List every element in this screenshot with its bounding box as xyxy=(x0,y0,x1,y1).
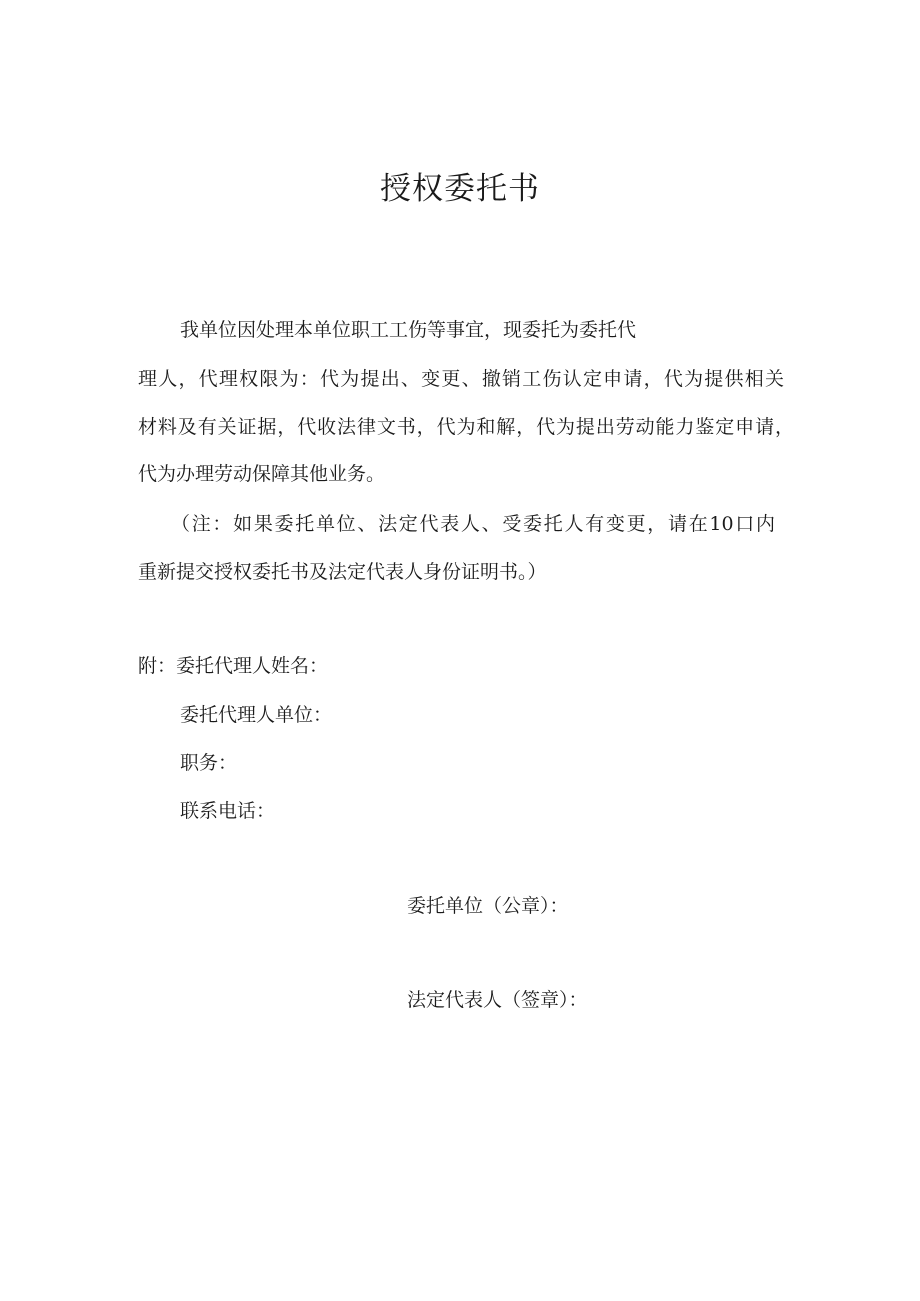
body-line-2: 理人，代理权限为：代为提出、变更、撤销工伤认定申请，代为提供相关 xyxy=(138,368,784,390)
note-line-2: 重新提交授权委托书及法定代表人身份证明书。） xyxy=(138,561,547,583)
agent-unit-label: 委托代理人单位： xyxy=(180,704,333,726)
body-line-4: 代为办理劳动保障其他业务。 xyxy=(138,463,386,485)
document-title: 授权委托书 xyxy=(380,171,540,207)
body-line-1: 我单位因处理本单位职工工伤等事宜，现委托为委托代 xyxy=(180,319,637,341)
note-line-1: （注：如果委托单位、法定代表人、受委托人有变更，请在10口内 xyxy=(171,513,775,535)
phone-label: 联系电话： xyxy=(180,800,276,822)
body-line-3: 材料及有关证据，代收法律文书，代为和解，代为提出劳动能力鉴定申请， xyxy=(138,416,794,438)
legal-rep-seal-label: 法定代表人（签章）： xyxy=(407,989,588,1011)
agent-name-label: 附：委托代理人姓名： xyxy=(138,655,329,677)
unit-seal-label: 委托单位（公章）： xyxy=(407,895,569,917)
position-label: 职务： xyxy=(180,752,238,774)
